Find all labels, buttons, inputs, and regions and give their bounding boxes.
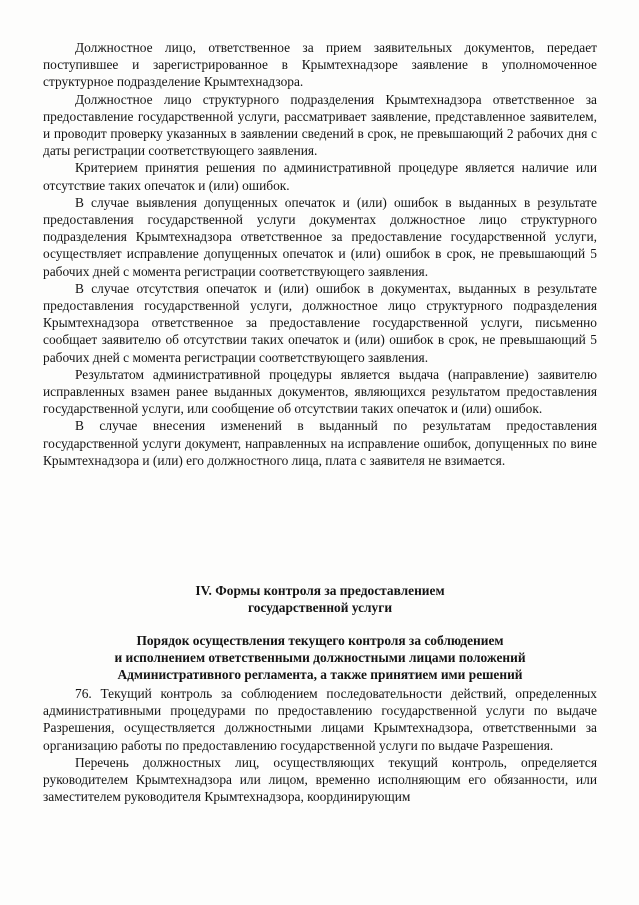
- subsection-heading: [43, 632, 597, 683]
- paragraph: Критерием принятия решения по административной процедуре является наличие или отсутствие таких опечаток и (или) ошибок.: [43, 160, 597, 193]
- body-text-top: [43, 39, 597, 469]
- subsection-heading-line: Административного регламента, а также принятием ими решений: [117, 667, 523, 682]
- subsection-heading-line: и исполнением ответственными должностными лицами положений: [114, 650, 526, 665]
- paragraph: В случае выявления допущенных опечаток и (или) ошибок в выданных в результате предоставления государственной услуги документах должностное лицо структурного подразделения Крымтехнадзора ответственное за предоставление государственной услуги, осуществляет исправление допущенных опечаток и (или) ошибок в срок, не превышающий 5 рабочих дней с момента регистрации соответствующего заявления.: [43, 194, 597, 279]
- section-heading-line: IV. Формы контроля за предоставлением: [195, 583, 445, 598]
- paragraph: Перечень должностных лиц, осуществляющих текущий контроль, определяется руководителем Крымтехнадзора или лицом, временно исполняющим его обязанности, или заместителем руководителя Крымтехнадзора, координирующим: [43, 754, 597, 805]
- paragraph: 76. Текущий контроль за соблюдением последовательности действий, определенных административными процедурами по предоставлению государственной услуги по выдаче Разрешения, осуществляется должностными лицами Крымтехнадзора, ответственными за организацию работы по предоставлению государственной услуги по выдаче Разрешения.: [43, 686, 597, 753]
- section-heading: [43, 582, 597, 616]
- subsection-heading-line: Порядок осуществления текущего контроля за соблюдением: [136, 633, 504, 648]
- paragraph: Должностное лицо, ответственное за прием заявительных документов, передает поступившее и зарегистрированное в Крымтехнадзоре заявление в уполномоченное структурное подразделение Крымтехнадзора.: [43, 40, 597, 90]
- section-heading-line: государственной услуги: [247, 600, 393, 615]
- paragraph: В случае внесения изменений в выданный по результатам предоставления государственной услуги документ, направленных на исправление ошибок, допущенных по вине Крымтехнадзора и (или) его должностного лица, плата с заявителя не взимается.: [43, 418, 597, 468]
- paragraph: Должностное лицо структурного подразделения Крымтехнадзора ответственное за предоставление государственной услуги, рассматривает заявление, представленное заявителем, и проводит проверку указанных в заявлении сведений в срок, не превышающий 2 рабочих дня с даты регистрации соответствующего заявления.: [43, 91, 597, 159]
- paragraph: Результатом административной процедуры является выдача (направление) заявителю исправленных взамен ранее выданных документов, являющихся результатом предоставления государственной услуги, или сообщение об отсутствии таких опечаток и (или) ошибок.: [43, 366, 597, 417]
- body-text-bottom: [43, 685, 597, 805]
- paragraph: В случае отсутствия опечаток и (или) ошибок в документах, выданных в результате предоставления государственной услуги, должностное лицо структурного подразделения Крымтехнадзора ответственное за предоставление государственной услуги, письменно сообщает заявителю об отсутствии таких опечаток и (или) ошибок в срок, не превышающий 5 рабочих дней с момента регистрации соответствующего заявления.: [43, 280, 597, 365]
